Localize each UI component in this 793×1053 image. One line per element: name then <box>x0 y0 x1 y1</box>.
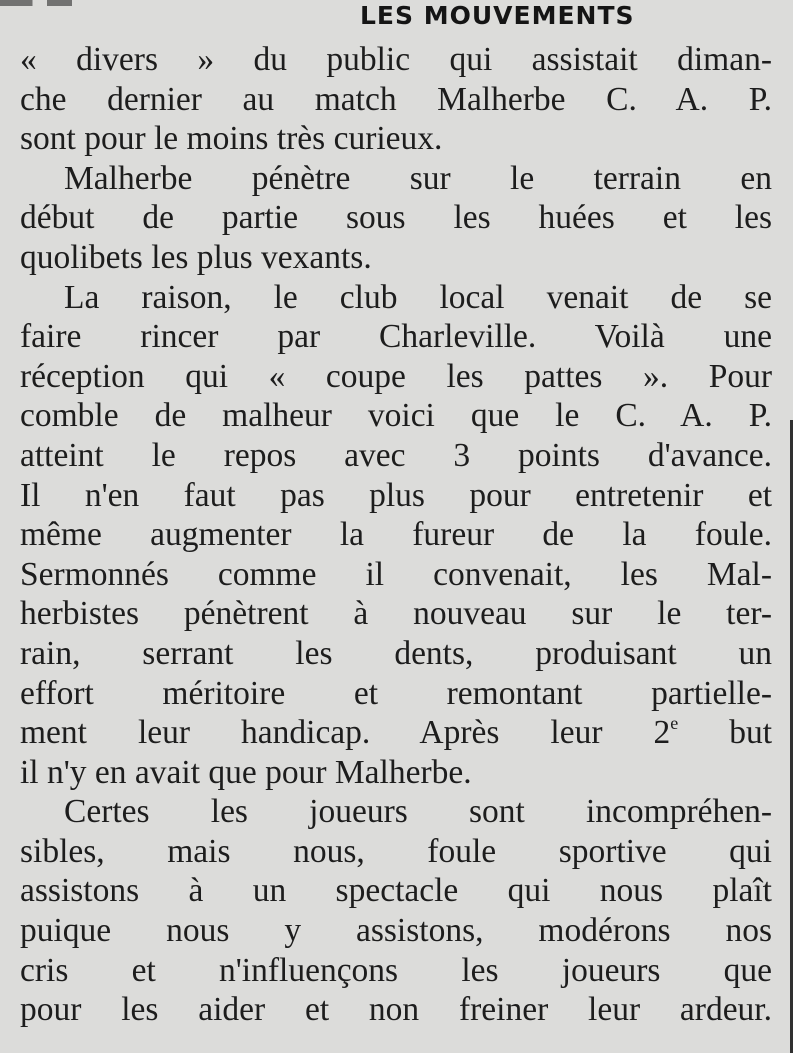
article-body <box>20 40 772 1030</box>
article-line: atteint le repos avec 3 points d'avance. <box>20 436 772 474</box>
article-line: même augmenter la fureur de la foule. <box>20 516 772 554</box>
article-line: réception qui « coupe les pattes ». Pour <box>20 357 772 395</box>
article-line: herbistes pénètrent à nouveau sur le ter- <box>20 595 772 633</box>
cropped-text-fragment <box>0 0 180 6</box>
section-headline: LES MOUVEMENTS <box>360 1 635 30</box>
article-line: sibles, mais nous, foule sportive qui <box>20 832 772 870</box>
article-line: sont pour le moins très curieux. <box>20 120 443 158</box>
article-line: assistons à un spectacle qui nous plaît <box>20 872 772 910</box>
article-line: La raison, le club local venait de se <box>64 278 772 316</box>
article-line: cris et n'influençons les joueurs que <box>20 951 772 989</box>
article-line-segment: but <box>678 714 773 752</box>
article-line: Certes les joueurs sont incompréhen- <box>64 793 772 831</box>
article-line: Il n'en faut pas plus pour entretenir et <box>20 476 772 514</box>
article-line: Malherbe pénètre sur le terrain en <box>64 159 772 197</box>
article-line: comble de malheur voici que le C. A. P. <box>20 397 772 435</box>
article-line: Sermonnés comme il convenait, les Mal- <box>20 555 772 593</box>
article-line: début de partie sous les huées et les <box>20 199 772 237</box>
article-line: effort méritoire et remontant partielle- <box>20 674 772 712</box>
article-line: faire rincer par Charleville. Voilà une <box>20 318 772 356</box>
article-line: rain, serrant les dents, produisant un <box>20 634 772 672</box>
ordinal-superscript: e <box>670 713 679 734</box>
article-line: pour les aider et non freiner leur ardeur. <box>20 991 772 1029</box>
article-line: quolibets les plus vexants. <box>20 238 372 276</box>
article-line: « divers » du public qui assistait diman- <box>20 41 772 78</box>
article-line-with-superscript <box>20 713 772 753</box>
article-line: che dernier au match Malherbe C. A. P. <box>20 80 772 118</box>
article-line: puique nous y assistons, modérons nos <box>20 912 772 950</box>
article-line: il n'y en avait que pour Malherbe. <box>20 753 472 791</box>
article-line-segment: ment leur handicap. Après leur 2 <box>20 714 671 752</box>
